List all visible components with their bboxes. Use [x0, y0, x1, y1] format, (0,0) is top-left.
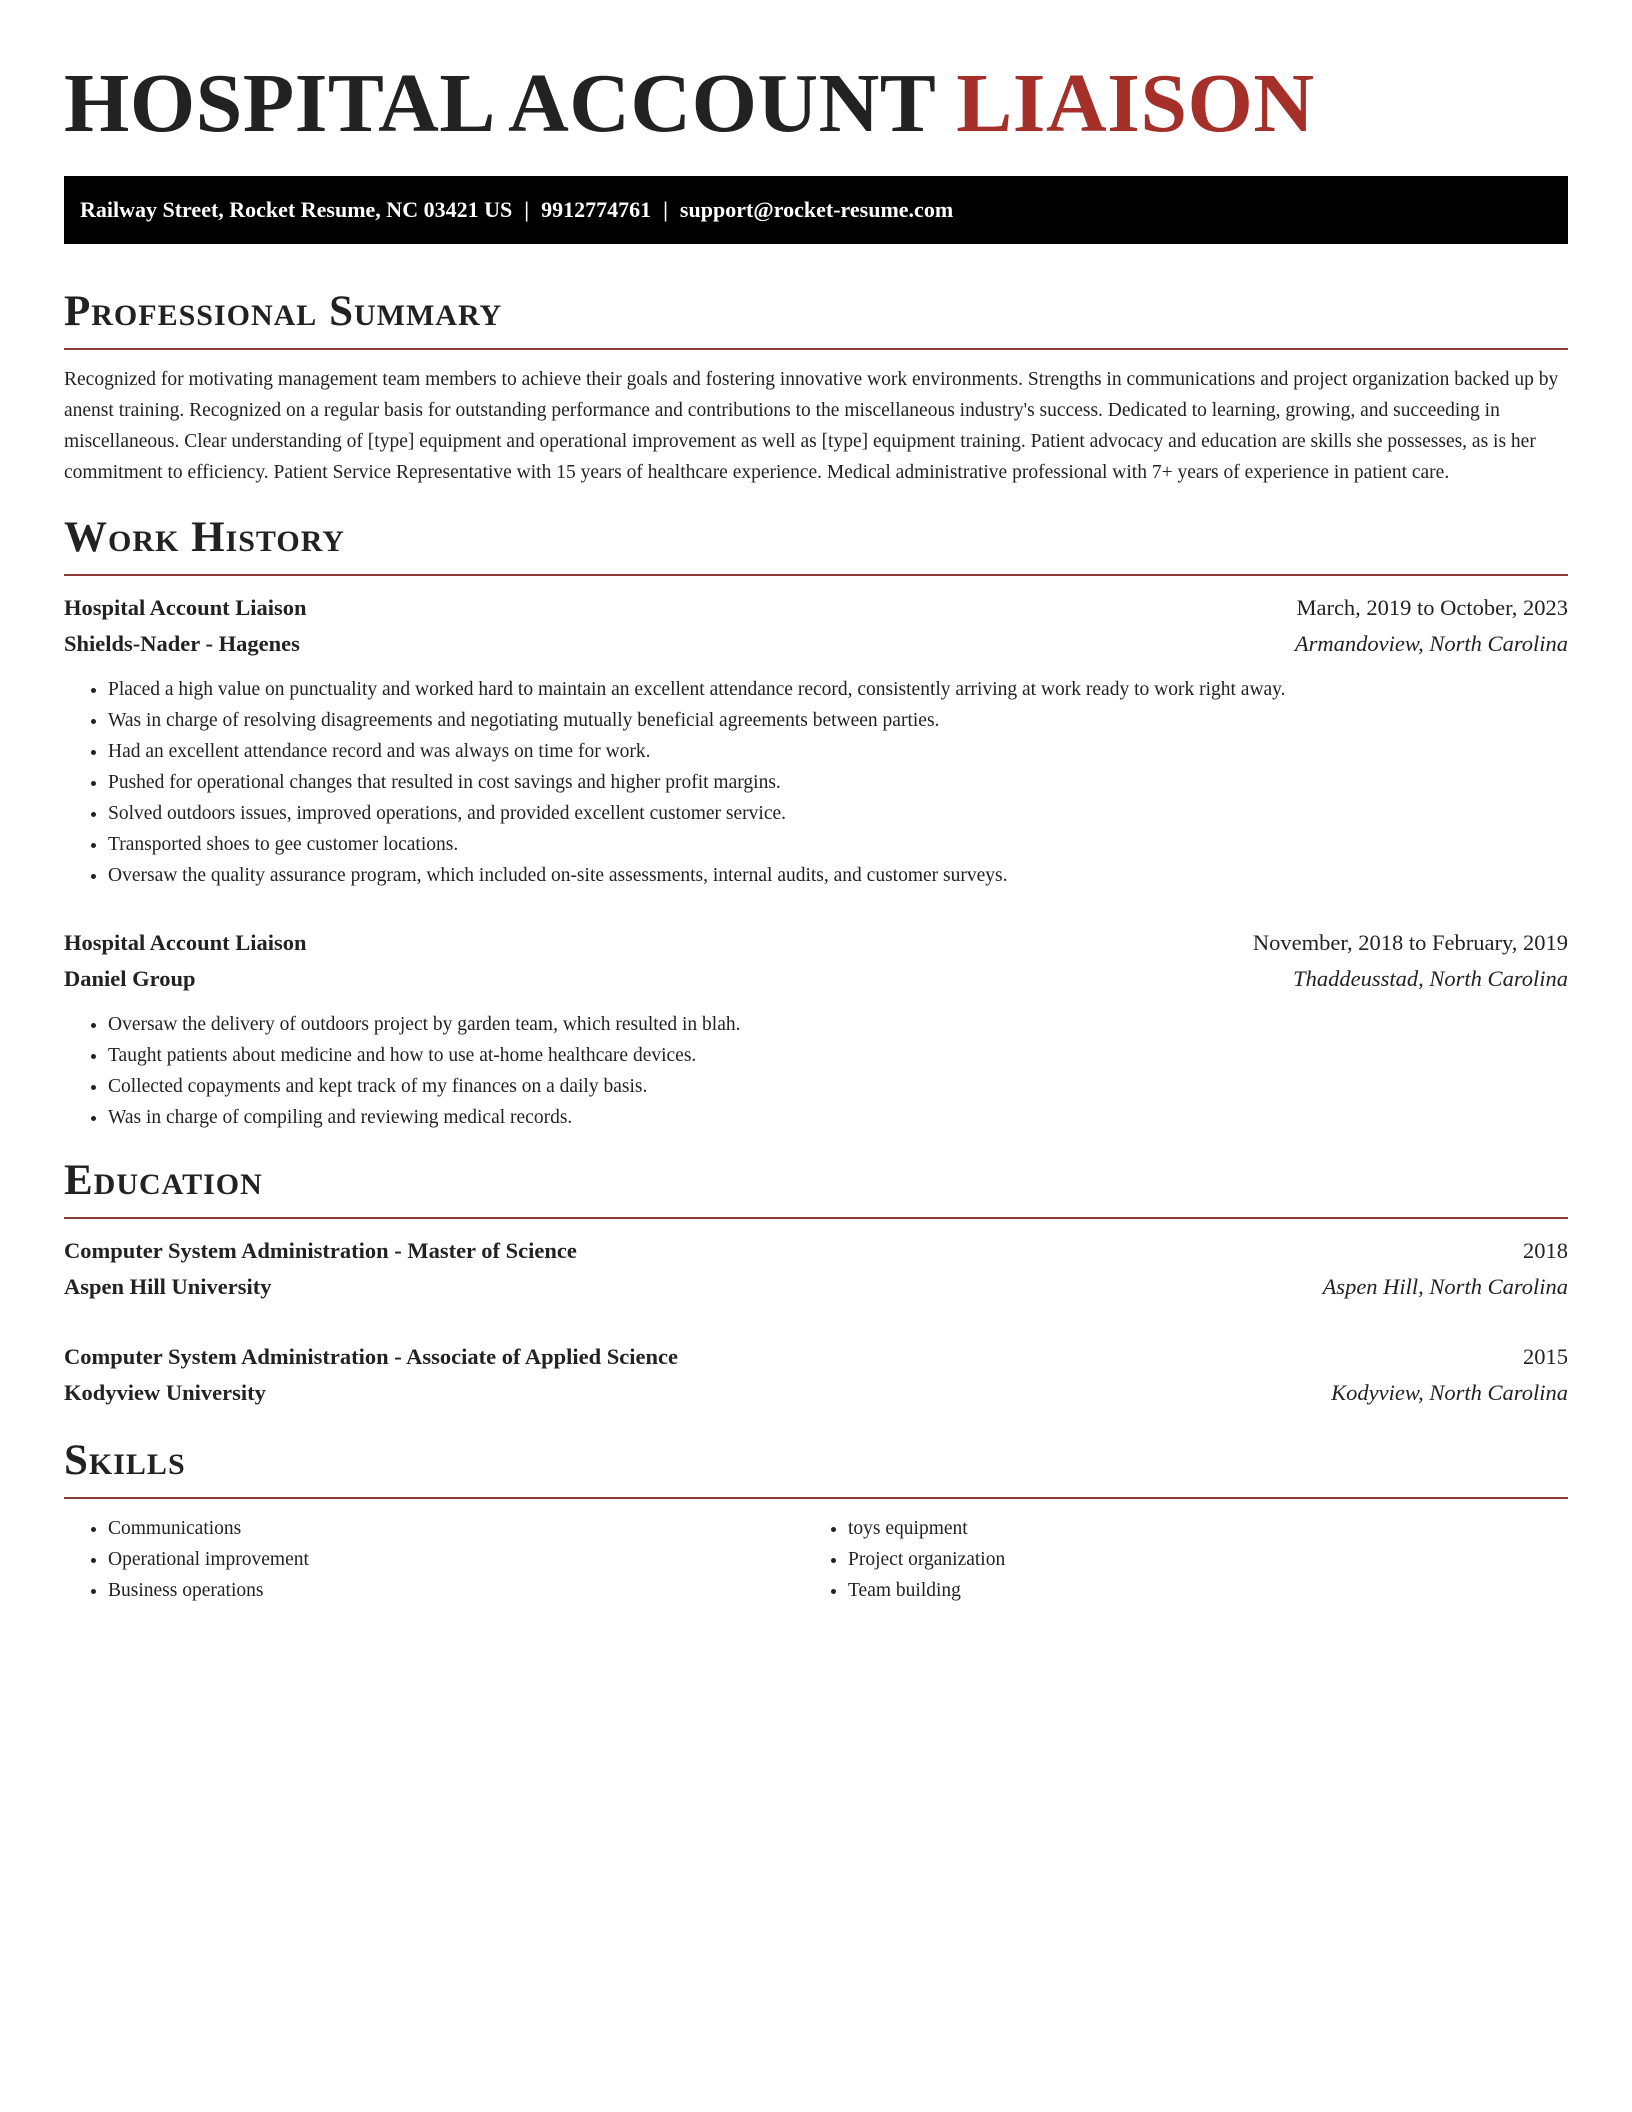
list-item: • Collected copayments and kept track of my finances on a daily basis. — [108, 1071, 1568, 1102]
skills-list-right — [804, 1513, 1544, 1606]
list-item: • Solved outdoors issues, improved operations, and provided excellent customer service. — [108, 798, 1568, 829]
skill-item: • Operational improvement — [108, 1544, 804, 1575]
job-dates: March, 2019 to October, 2023 — [1296, 595, 1568, 620]
education-heading: Education — [64, 1153, 1568, 1219]
job-bullets — [64, 1009, 1568, 1133]
education-year: 2018 — [1523, 1238, 1568, 1263]
list-item: • Taught patients about medicine and how to use at-home healthcare devices. — [108, 1040, 1568, 1071]
education-entry — [64, 1233, 1568, 1305]
skill-item: • Communications — [108, 1513, 804, 1544]
education-school-row — [64, 1375, 1568, 1411]
skill-item: • toys equipment — [848, 1513, 1544, 1544]
job-header-row — [64, 925, 1568, 961]
job-entry — [64, 590, 1568, 891]
contact-email: support@rocket-resume.com — [679, 197, 954, 222]
education-school: Aspen Hill University — [64, 1274, 272, 1299]
list-item: • Oversaw the quality assurance program, which included on-site assessments, internal audits, and customer surveys. — [108, 860, 1568, 891]
skill-item: • Team building — [848, 1575, 1544, 1606]
name-first: HOSPITAL ACCOUNT — [64, 57, 935, 150]
list-item: • Had an excellent attendance record and was always on time for work. — [108, 736, 1568, 767]
resume-name — [64, 0, 1568, 154]
education-header-row — [64, 1339, 1568, 1375]
skill-item: • Business operations — [108, 1575, 804, 1606]
education-degree: Computer System Administration - Associate of Applied Science — [64, 1344, 678, 1369]
contact-address: Railway Street, Rocket Resume, NC 03421 US — [80, 197, 513, 222]
list-item: • Transported shoes to gee customer locations. — [108, 829, 1568, 860]
list-item: • Oversaw the delivery of outdoors project by garden team, which resulted in blah. — [108, 1009, 1568, 1040]
education-location: Kodyview, North Carolina — [1331, 1380, 1568, 1405]
education-school-row — [64, 1269, 1568, 1305]
job-dates: November, 2018 to February, 2019 — [1252, 930, 1568, 955]
job-bullets — [64, 674, 1568, 891]
education-degree: Computer System Administration - Master of Science — [64, 1238, 577, 1263]
job-company-row — [64, 626, 1568, 662]
skills-heading: Skills — [64, 1433, 1568, 1499]
education-school: Kodyview University — [64, 1380, 266, 1405]
job-company: Daniel Group — [64, 966, 196, 991]
job-company-row — [64, 961, 1568, 997]
work-history-heading: Work History — [64, 510, 1568, 576]
list-item: • Placed a high value on punctuality and worked hard to maintain an excellent attendance record, consistently arriving at work ready to work right away. — [108, 674, 1568, 705]
skill-item: • Project organization — [848, 1544, 1544, 1575]
education-entry — [64, 1339, 1568, 1411]
job-location: Armandoview, North Carolina — [1294, 631, 1568, 656]
contact-separator: | — [663, 197, 668, 222]
job-entry — [64, 925, 1568, 1133]
list-item: • Was in charge of resolving disagreements and negotiating mutually beneficial agreements between parties. — [108, 705, 1568, 736]
summary-text: Recognized for motivating management team members to achieve their goals and fostering innovative work environments. Strengths in communications and project organization backed up by anenst training. Recognized on a regular basis for outstanding performance and contributions to the miscellaneous industry's success. Dedicated to learning, growing, and succeeding in miscellaneous. Clear understanding of [type] equipment and operational improvement as well as [type] equipment training. Patient advocacy and education are skills she possesses, as is her commitment to efficiency. Patient Service Representative with 15 years of healthcare experience. Medical administrative professional with 7+ years of experience in patient care. — [64, 369, 1559, 483]
list-item: • Pushed for operational changes that resulted in cost savings and higher profit margins. — [108, 767, 1568, 798]
education-header-row — [64, 1233, 1568, 1269]
education-year: 2015 — [1523, 1344, 1568, 1369]
contact-bar — [64, 176, 1568, 244]
job-header-row — [64, 590, 1568, 626]
skills-list-left — [64, 1513, 804, 1606]
name-last: LIAISON — [956, 57, 1315, 150]
job-company: Shields-Nader - Hagenes — [64, 631, 300, 656]
job-title: Hospital Account Liaison — [64, 595, 307, 620]
job-title: Hospital Account Liaison — [64, 930, 307, 955]
skills-columns — [64, 1513, 1568, 1606]
job-location: Thaddeusstad, North Carolina — [1293, 966, 1568, 991]
resume-page — [64, 0, 1568, 1606]
contact-separator: | — [524, 197, 530, 222]
list-item: • Was in charge of compiling and reviewing medical records. — [108, 1102, 1568, 1133]
education-location: Aspen Hill, North Carolina — [1322, 1274, 1568, 1299]
summary-heading: Professional Summary — [64, 284, 1568, 350]
contact-phone: 9912774761 — [541, 197, 652, 222]
